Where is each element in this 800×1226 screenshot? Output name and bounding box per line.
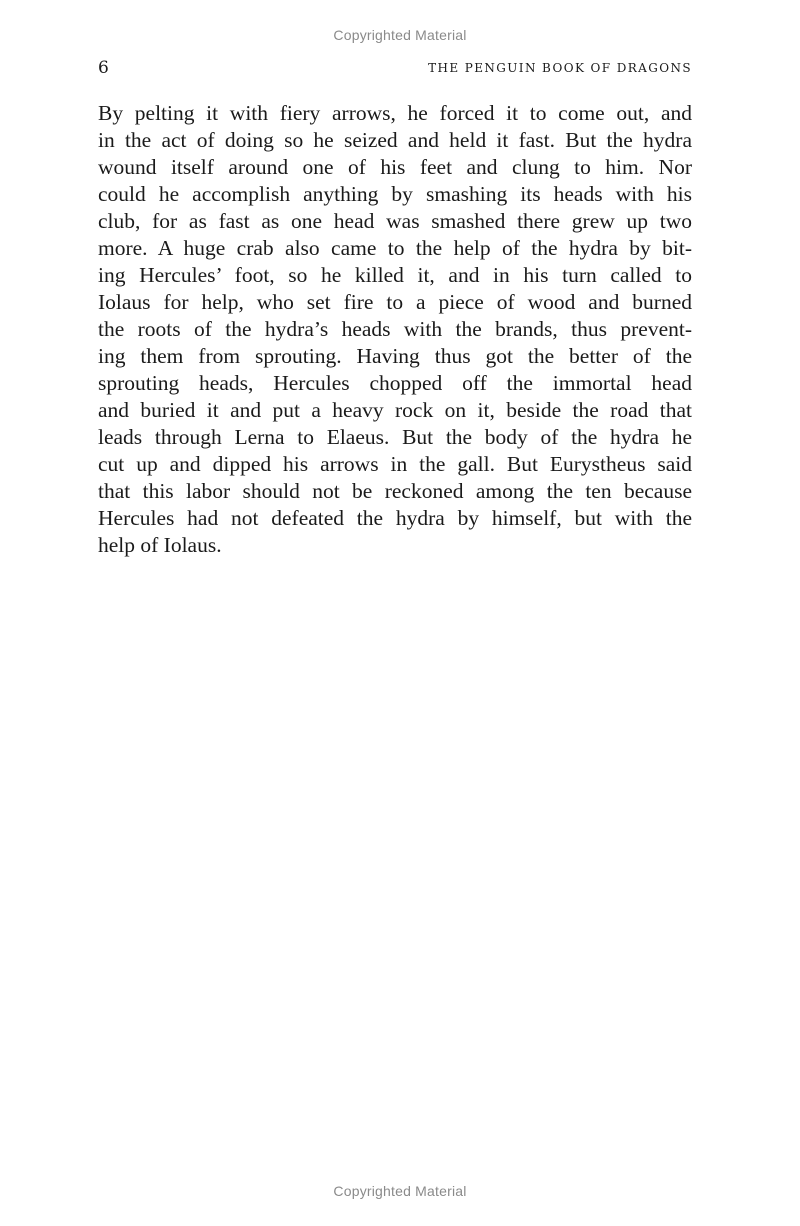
text-line: By pelting it with fiery arrows, he forced it to come out, and [98,101,692,125]
copyright-watermark-top: Copyrighted Material [333,27,467,43]
text-line: sprouting heads, Hercules chopped off the immortal head [98,371,692,395]
text-line: Iolaus for help, who set fire to a piece of wood and burned [98,290,692,314]
text-line: in the act of doing so he seized and held it fast. But the hydra [98,128,692,152]
book-title: THE PENGUIN BOOK OF DRAGONS [428,61,692,75]
text-line: the roots of the hydra’s heads with the brands, thus prevent- [98,317,692,341]
text-line: ing them from sprouting. Having thus got the better of the [98,344,692,368]
text-line: cut up and dipped his arrows in the gall. But Eurystheus said [98,452,692,476]
text-line: club, for as fast as one head was smashed there grew up two [98,209,692,233]
text-line: help of Iolaus. [98,533,222,557]
text-line: could he accomplish anything by smashing its heads with his [98,182,692,206]
page-number: 6 [98,58,109,78]
text-line: leads through Lerna to Elaeus. But the body of the hydra he [98,425,692,449]
text-line: wound itself around one of his feet and clung to him. Nor [98,155,692,179]
body-paragraph [98,100,692,559]
text-line: ing Hercules’ foot, so he killed it, and in his turn called to [98,263,692,287]
text-line: Hercules had not defeated the hydra by himself, but with the [98,506,692,530]
text-line: more. A huge crab also came to the help of the hydra by bit- [98,236,692,260]
text-line: and buried it and put a heavy rock on it, beside the road that [98,398,692,422]
running-head [98,58,692,82]
copyright-watermark-bottom: Copyrighted Material [333,1183,467,1199]
text-line: that this labor should not be reckoned among the ten because [98,479,692,503]
